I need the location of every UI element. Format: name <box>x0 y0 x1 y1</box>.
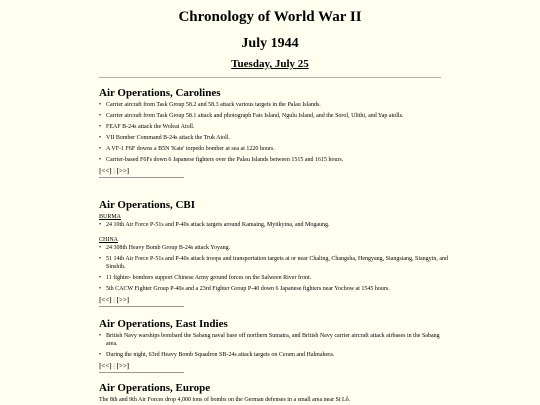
subheading-china: CHINA <box>99 237 118 243</box>
section-title: Air Operations, Carolines <box>99 87 221 99</box>
prev-link[interactable]: [<<] <box>99 167 112 175</box>
date-link[interactable]: Tuesday, July 25 <box>231 58 309 70</box>
list-item: • A VF-1 F6F downs a B5N 'Kate' torpedo bomber at sea at 1220 hours. <box>99 145 449 153</box>
section-nav <box>99 167 449 176</box>
list-item: • VII Bomber Command B-24s attack the Truk Atoll. <box>99 134 449 142</box>
list-item: • During the night, 63rd Heavy Bomb Squadron SB-24s attack targets on Ceram and Halmahera. <box>99 351 449 359</box>
date-heading <box>0 58 540 70</box>
page-title: Chronology of World War II <box>178 9 362 25</box>
section-nav <box>99 296 449 305</box>
list-item: • Carrier aircraft from Task Group 58.1 attack and photograph Fais Island, Ngulu Island, and the Sorol, Ulithi, and Yap atolls. <box>99 112 449 120</box>
prev-link[interactable]: [<<] <box>99 296 112 304</box>
section-text: The 8th and 9th Air Forces drop 4,000 tons of bombs on the German defenses in a small area near St Lô. <box>99 397 351 403</box>
section-divider <box>99 306 184 307</box>
section-title: Air Operations, CBI <box>99 199 196 211</box>
nav-separator: | <box>113 167 115 175</box>
section-divider <box>99 177 184 178</box>
next-link[interactable]: [>>] <box>116 296 130 304</box>
item-list <box>99 244 449 293</box>
next-link[interactable]: [>>] <box>116 167 130 175</box>
section-east-indies <box>99 318 449 373</box>
list-item: • 11 fighter- bombers support Chinese Army ground forces on the Salween River front. <box>99 274 449 282</box>
prev-link[interactable]: [<<] <box>99 362 112 370</box>
section-title: Air Operations, Europe <box>99 382 211 394</box>
month-heading: July 1944 <box>241 36 299 51</box>
next-link[interactable]: [>>] <box>116 362 130 370</box>
item-list <box>99 101 449 164</box>
list-item: • 24 308th Heavy Bomb Group B-24s attack Yoyang. <box>99 244 449 252</box>
divider <box>99 77 441 78</box>
section-carolines <box>99 87 449 178</box>
list-item: • Carrier-based F6Fs down 6 Japanese fighters over the Palau Islands between 1515 and 1615 hours. <box>99 156 449 164</box>
item-list <box>99 332 449 359</box>
subheading-burma: BURMA <box>99 214 122 220</box>
section-title: Air Operations, East Indies <box>99 318 228 330</box>
section-nav <box>99 362 449 371</box>
list-item: • FEAF B-24s attack the Woleai Atoll. <box>99 123 449 131</box>
section-divider <box>99 372 184 373</box>
section-europe <box>99 382 449 404</box>
item-list <box>99 221 449 229</box>
list-item: • 5th CACW Fighter Group P-40s and a 23rd Fighter Group P-40 down 6 Japanese fighters near Yochow at 1545 hours. <box>99 285 449 293</box>
nav-separator: | <box>113 362 115 370</box>
list-item: • Carrier aircraft from Task Group 58.2 and 58.3 attack various targets in the Palau Islands. <box>99 101 449 109</box>
section-cbi <box>99 199 449 307</box>
nav-separator: | <box>113 296 115 304</box>
list-item: • 24 10th Air Force P-51s and P-40s attack targets around Kamaing, Myitkyina, and Mogaung. <box>99 221 449 229</box>
list-item: • 51 14th Air Force P-51s and P-40s attack troops and transportation targets at or near Chaling, Changsha, Hengyang, Siangsiang, Siangyin, and Sinshih. <box>99 255 449 271</box>
list-item: • British Navy warships bombard the Sabang naval base off northern Sumatra, and British Navy carrier aircraft attack airbases in the Sabang area. <box>99 332 449 348</box>
